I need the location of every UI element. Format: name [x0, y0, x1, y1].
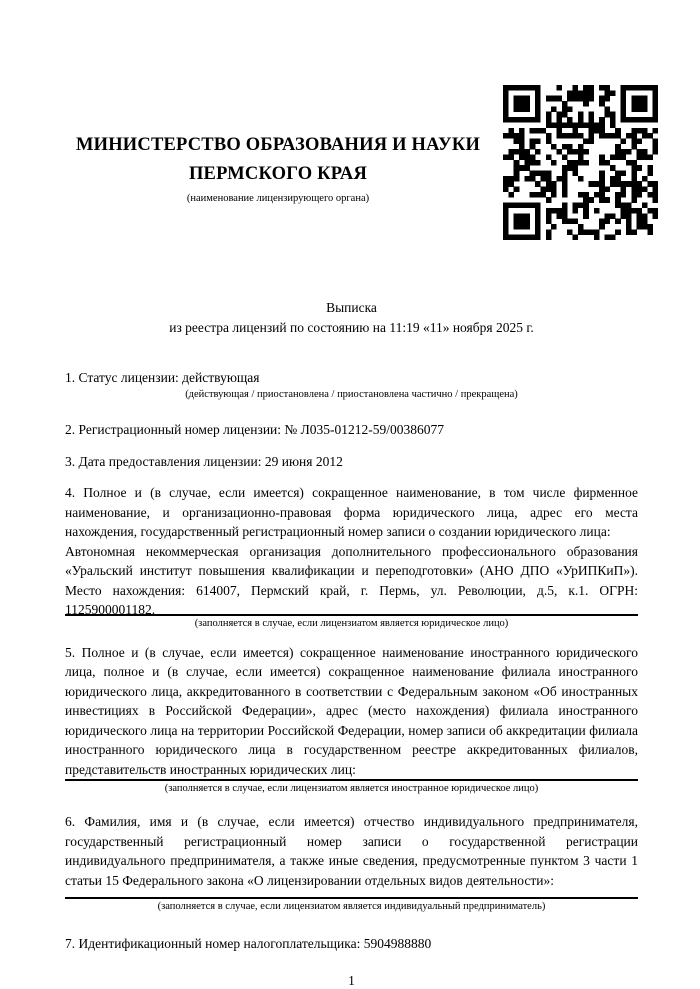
legal-entity-caption: (заполняется в случае, если лицензиатом является юридическое лицо)	[194, 617, 509, 629]
document-title	[65, 298, 638, 338]
document-title-line1: Выписка	[326, 300, 377, 315]
legal-entity-label: 4. Полное и (в случае, если имеется) сокращенное наименование, в том числе фирменное наименование, и организационно-правовая форма юридического лица, адрес его места нахождения, государственный регистрационный номер записи о создании юридического лица:	[65, 485, 638, 539]
license-status-caption: (действующая / приостановлена / приостановлена частично / прекращена)	[185, 389, 518, 400]
individual-entrepreneur-label: 6. Фамилия, имя и (в случае, если имеется) отчество индивидуального предпринимателя, государственный регистрационный номер записи о государственной регистрации индивидуального предпринимателя, а также иные сведения, предусмотренные пунктом 3 части 1 статьи 15 Федерального закона «О лицензировании отдельных видов деятельности»:	[65, 814, 638, 888]
license-grant-date: 3. Дата предоставления лицензии: 29 июня 2012	[65, 454, 343, 469]
document-body	[65, 298, 638, 989]
legal-entity-value: Автономная некоммерческая организация дополнительного профессионального образования «Уральский институт повышения квалификации и переподготовки» (АНО ДПО «УрИПКиП»). Место нахождения: 614007, Пермский край, г. Пермь, ул. Революции, д.5, к.1. ОГРН: 1125900001182.	[65, 543, 638, 617]
ministry-name-line2: ПЕРМСКОГО КРАЯ	[188, 164, 368, 184]
licensing-authority-header	[64, 131, 492, 206]
foreign-entity-underline	[65, 779, 638, 781]
document-title-line2: из реестра лицензий по состоянию на 11:19 «11» ноября 2025 г.	[169, 320, 534, 335]
foreign-entity-label: 5. Полное и (в случае, если имеется) сокращенное наименование иностранного юридического лица, полное и (в случае, если имеется) сокращенное наименование филиала иностранного юридического лица, аккредитованного в соответствии с Федеральным законом «Об иностранных инвестициях в Российской Федерации», адрес (место нахождения) филиала иностранного юридического лица на территории Российской Федерации, номер записи об аккредитации филиала иностранного юридического лица в государственном реестре аккредитованных филиалов, представительств иностранных юридических лиц:	[65, 644, 638, 777]
qr-code-icon	[503, 85, 658, 240]
page-number: 1	[348, 973, 355, 988]
ministry-name-line1: МИНИСТЕРСТВО ОБРАЗОВАНИЯ И НАУКИ	[75, 135, 481, 155]
ministry-caption: (наименование лицензирующего органа)	[186, 193, 370, 204]
foreign-entity-caption: (заполняется в случае, если лицензиатом является иностранное юридическое лицо)	[164, 783, 539, 794]
individual-entrepreneur-underline	[65, 897, 638, 899]
license-status: 1. Статус лицензии: действующая	[65, 370, 260, 385]
license-registration-number: 2. Регистрационный номер лицензии: № Л035-01212-59/00386077	[65, 422, 445, 437]
individual-entrepreneur-caption: (заполняется в случае, если лицензиатом является индивидуальный предприниматель)	[157, 901, 546, 912]
taxpayer-id: 7. Идентификационный номер налогоплательщика: 5904988880	[65, 936, 432, 951]
